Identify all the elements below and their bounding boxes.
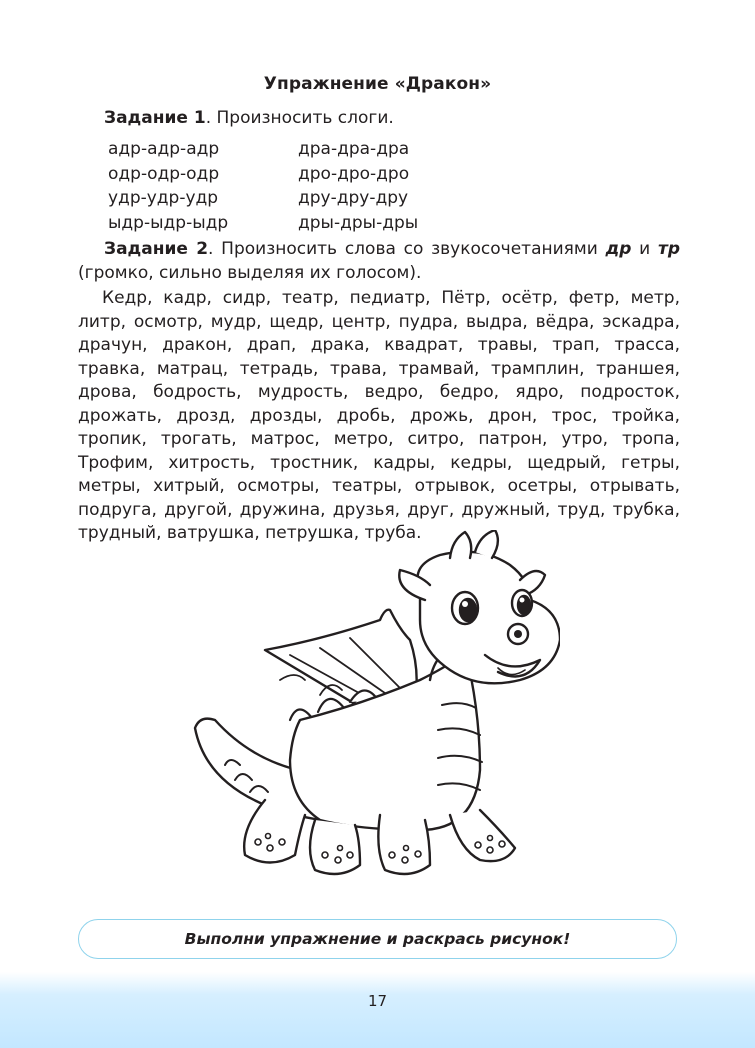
syllables-right-column bbox=[298, 137, 418, 235]
syllable-row: одр-одр-одр bbox=[108, 163, 220, 184]
banner-text: Выполни упражнение и раскрась рисунок! bbox=[184, 930, 571, 948]
syllable-row: адр-адр-адр bbox=[108, 139, 220, 159]
task1-heading bbox=[104, 108, 394, 128]
task2-word-list: Кедр, кадр, сидр, театр, педиатр, Пётр, осётр, фетр, метр, литр, осмотр, мудр, щедр, центр, пудра, выдра, вёдра, эскадра, драчун, дракон, драп, драка, квадрат, травы, трап, трасса, травка, матрац, тетрадь, трава, трамвай, трамплин, траншея, дрова, бодрость, мудрость, ведро, бедро, ядро, подросток, дрожать, дрозд, дрозды, дробь, дрожь, дрон, трос, тройка, тропик, трогать, матрос, метро, ситро, патрон, утро, тропа, Трофим, хитрость, тростник, кадры, кедры, щедрый, гетры, метры, хитрый, осмотры, театры, отрывок, осетры, отрывать, подруга, другой, дружина, друзья, друг, дружный, труд, трубка, трудный, ватрушка, петрушка, труба. bbox=[78, 288, 680, 543]
task1-label: Задание 1 bbox=[104, 108, 206, 128]
task2-label: Задание 2 bbox=[104, 239, 209, 259]
syllable-row: ыдр-ыдр-ыдр bbox=[108, 212, 229, 233]
dragon-front-leg bbox=[378, 815, 430, 874]
page-number: 17 bbox=[367, 992, 388, 1010]
task2-combo-dr: др bbox=[605, 239, 632, 259]
task2-instructions bbox=[78, 238, 680, 285]
syllable-row: удр-удр-удр bbox=[108, 188, 219, 208]
syllable-row: дру-дру-дру bbox=[298, 188, 409, 208]
syllable-row: дро-дро-дро bbox=[298, 163, 410, 184]
task2-text-after: (громко, сильно выделяя их голосом). bbox=[78, 262, 422, 283]
task1-text: . Произносить слоги. bbox=[205, 108, 394, 128]
exercise-title: Упражнение «Дракон» bbox=[263, 74, 492, 94]
dragon-illustration bbox=[180, 530, 560, 900]
instruction-banner bbox=[78, 919, 677, 959]
page-footer bbox=[0, 972, 755, 1048]
task2-conjunction: и bbox=[631, 239, 658, 259]
syllable-row: дры-дры-дры bbox=[298, 212, 419, 233]
syllables-left-column bbox=[108, 137, 228, 235]
task2-combo-tr: тр bbox=[657, 239, 680, 259]
syllable-row: дра-дра-дра bbox=[298, 139, 410, 159]
task2-text-before: . Произносить слова со звукосочетаниями bbox=[208, 239, 606, 259]
